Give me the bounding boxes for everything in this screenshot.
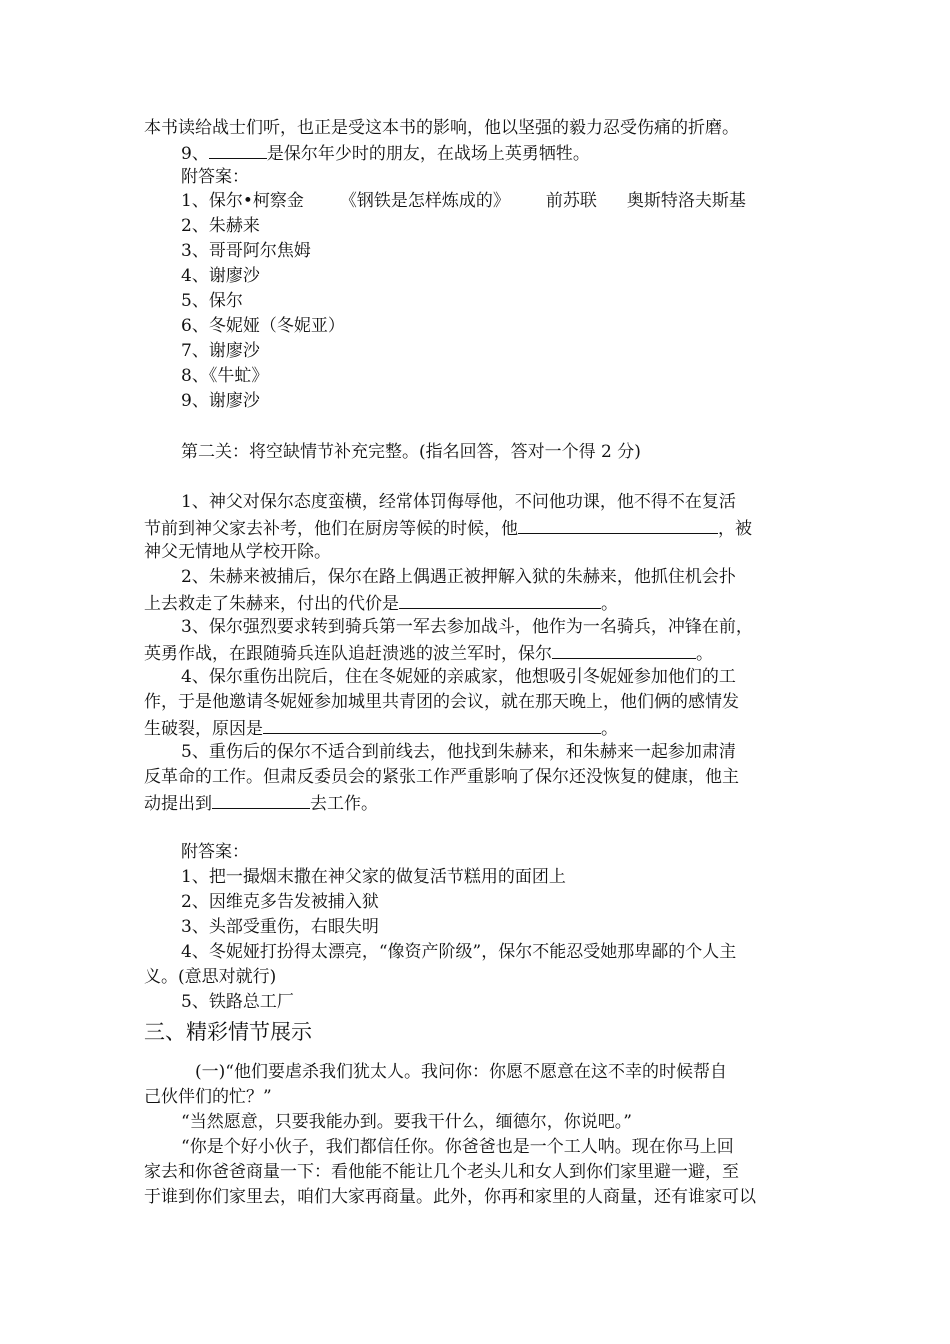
text-line: 3、保尔强烈要求转到骑兵第一军去参加战斗，他作为一名骑兵，冲锋在前， bbox=[181, 617, 753, 637]
answer-line: 4、谢廖沙 bbox=[181, 266, 260, 286]
text-line: 5、重伤后的保尔不适合到前线去，他找到朱赫来，和朱赫来一起参加肃清 bbox=[181, 742, 736, 762]
question-9 bbox=[181, 140, 590, 166]
text-span: 。 bbox=[601, 594, 618, 614]
answer-blank bbox=[209, 140, 267, 159]
answer-line: 7、谢廖沙 bbox=[181, 341, 260, 361]
text-line: 于谁到你们家里去，咱们大家再商量。此外，你再和家里的人商量，还有谁家可以 bbox=[144, 1187, 756, 1207]
text-line bbox=[144, 515, 752, 541]
text-line: 家去和你爸爸商量一下：看他能不能让几个老头儿和女人到你们家里避一避，至 bbox=[144, 1162, 739, 1182]
answer-line: 6、冬妮娅（冬妮亚） bbox=[181, 316, 345, 336]
answer-line: 1、把一撮烟末撒在神父家的做复活节糕用的面团上 bbox=[181, 867, 566, 887]
text-line: (一)“他们要虐杀我们犹太人。我问你：你愿不愿意在这不幸的时候帮自 bbox=[195, 1062, 727, 1082]
text-line: 反革命的工作。但肃反委员会的紧张工作严重影响了保尔还没恢复的健康，他主 bbox=[144, 767, 739, 787]
text-span: ，被 bbox=[718, 519, 752, 539]
text-span: 节前到神父家去补考，他们在厨房等候的时候，他 bbox=[144, 519, 518, 539]
text-line: “当然愿意，只要我能办到。要我干什么，缅德尔，你说吧。” bbox=[181, 1112, 632, 1132]
text-span: 动提出到 bbox=[144, 794, 212, 814]
text-span: 。 bbox=[696, 644, 713, 664]
text-span: 去工作。 bbox=[310, 794, 378, 814]
answer-line: 4、冬妮娅打扮得太漂亮，“像资产阶级”，保尔不能忍受她那卑鄙的个人主 bbox=[181, 942, 737, 962]
section-heading: 三、精彩情节展示 bbox=[144, 1020, 312, 1044]
text-line: 己伙伴们的忙？” bbox=[144, 1087, 272, 1107]
answer-part: 《钢铁是怎样炼成的》 bbox=[339, 191, 510, 211]
text-line bbox=[144, 715, 618, 741]
answer-part: 前苏联 bbox=[545, 191, 597, 211]
text-line: 神父无情地从学校开除。 bbox=[144, 542, 331, 562]
text-line: 4、保尔重伤出院后，住在冬妮娅的亲戚家，他想吸引冬妮娅参加他们的工 bbox=[181, 667, 736, 687]
text-line bbox=[144, 590, 618, 616]
answer-line: 3、哥哥阿尔焦姆 bbox=[181, 241, 311, 261]
answer-blank bbox=[212, 790, 310, 809]
question-text: 是保尔年少时的朋友，在战场上英勇牺牲。 bbox=[266, 144, 590, 164]
answer-label: 附答案： bbox=[181, 842, 249, 862]
answer-part: 1、保尔•柯察金 bbox=[181, 191, 304, 211]
answer-blank bbox=[518, 515, 718, 534]
answer-blank bbox=[399, 590, 601, 609]
answer-line: 5、保尔 bbox=[181, 291, 243, 311]
text-line: “你是个好小伙子，我们都信任你。你爸爸也是一个工人呐。现在你马上回 bbox=[181, 1137, 734, 1157]
text-line: 作，于是他邀请冬妮娅参加城里共青团的会议，就在那天晚上，他们俩的感情发 bbox=[144, 692, 739, 712]
level-heading: 第二关：将空缺情节补充完整。(指名回答，答对一个得 2 分) bbox=[181, 442, 641, 462]
answer-line: 8、《牛虻》 bbox=[181, 366, 269, 386]
answer-line: 义。(意思对就行) bbox=[144, 967, 277, 987]
answer-line: 2、因维克多告发被捕入狱 bbox=[181, 892, 379, 912]
answer-part: 奥斯特洛夫斯基 bbox=[626, 191, 746, 211]
text-line bbox=[144, 640, 713, 666]
answer-blank bbox=[263, 715, 601, 734]
answer-line: 5、铁路总工厂 bbox=[181, 992, 294, 1012]
text-line: 本书读给战士们听，也正是受这本书的影响，他以坚强的毅力忍受伤痛的折磨。 bbox=[144, 118, 739, 138]
text-line: 2、朱赫来被捕后，保尔在路上偶遇正被押解入狱的朱赫来，他抓住机会扑 bbox=[181, 567, 736, 587]
text-line: 1、神父对保尔态度蛮横，经常体罚侮辱他，不问他功课，他不得不在复活 bbox=[181, 492, 736, 512]
answer-blank bbox=[552, 640, 696, 659]
text-span: 。 bbox=[601, 719, 618, 739]
text-line bbox=[144, 790, 378, 816]
text-span: 英勇作战，在跟随骑兵连队追赶溃逃的波兰军时，保尔 bbox=[144, 644, 552, 664]
answer-line bbox=[181, 189, 746, 213]
text-span: 上去救走了朱赫来，付出的代价是 bbox=[144, 594, 399, 614]
question-number: 9、 bbox=[181, 144, 209, 164]
text-span: 生破裂，原因是 bbox=[144, 719, 263, 739]
answer-line: 2、朱赫来 bbox=[181, 216, 260, 236]
answer-label: 附答案： bbox=[181, 167, 249, 187]
answer-line: 3、头部受重伤，右眼失明 bbox=[181, 917, 379, 937]
answer-line: 9、谢廖沙 bbox=[181, 391, 260, 411]
